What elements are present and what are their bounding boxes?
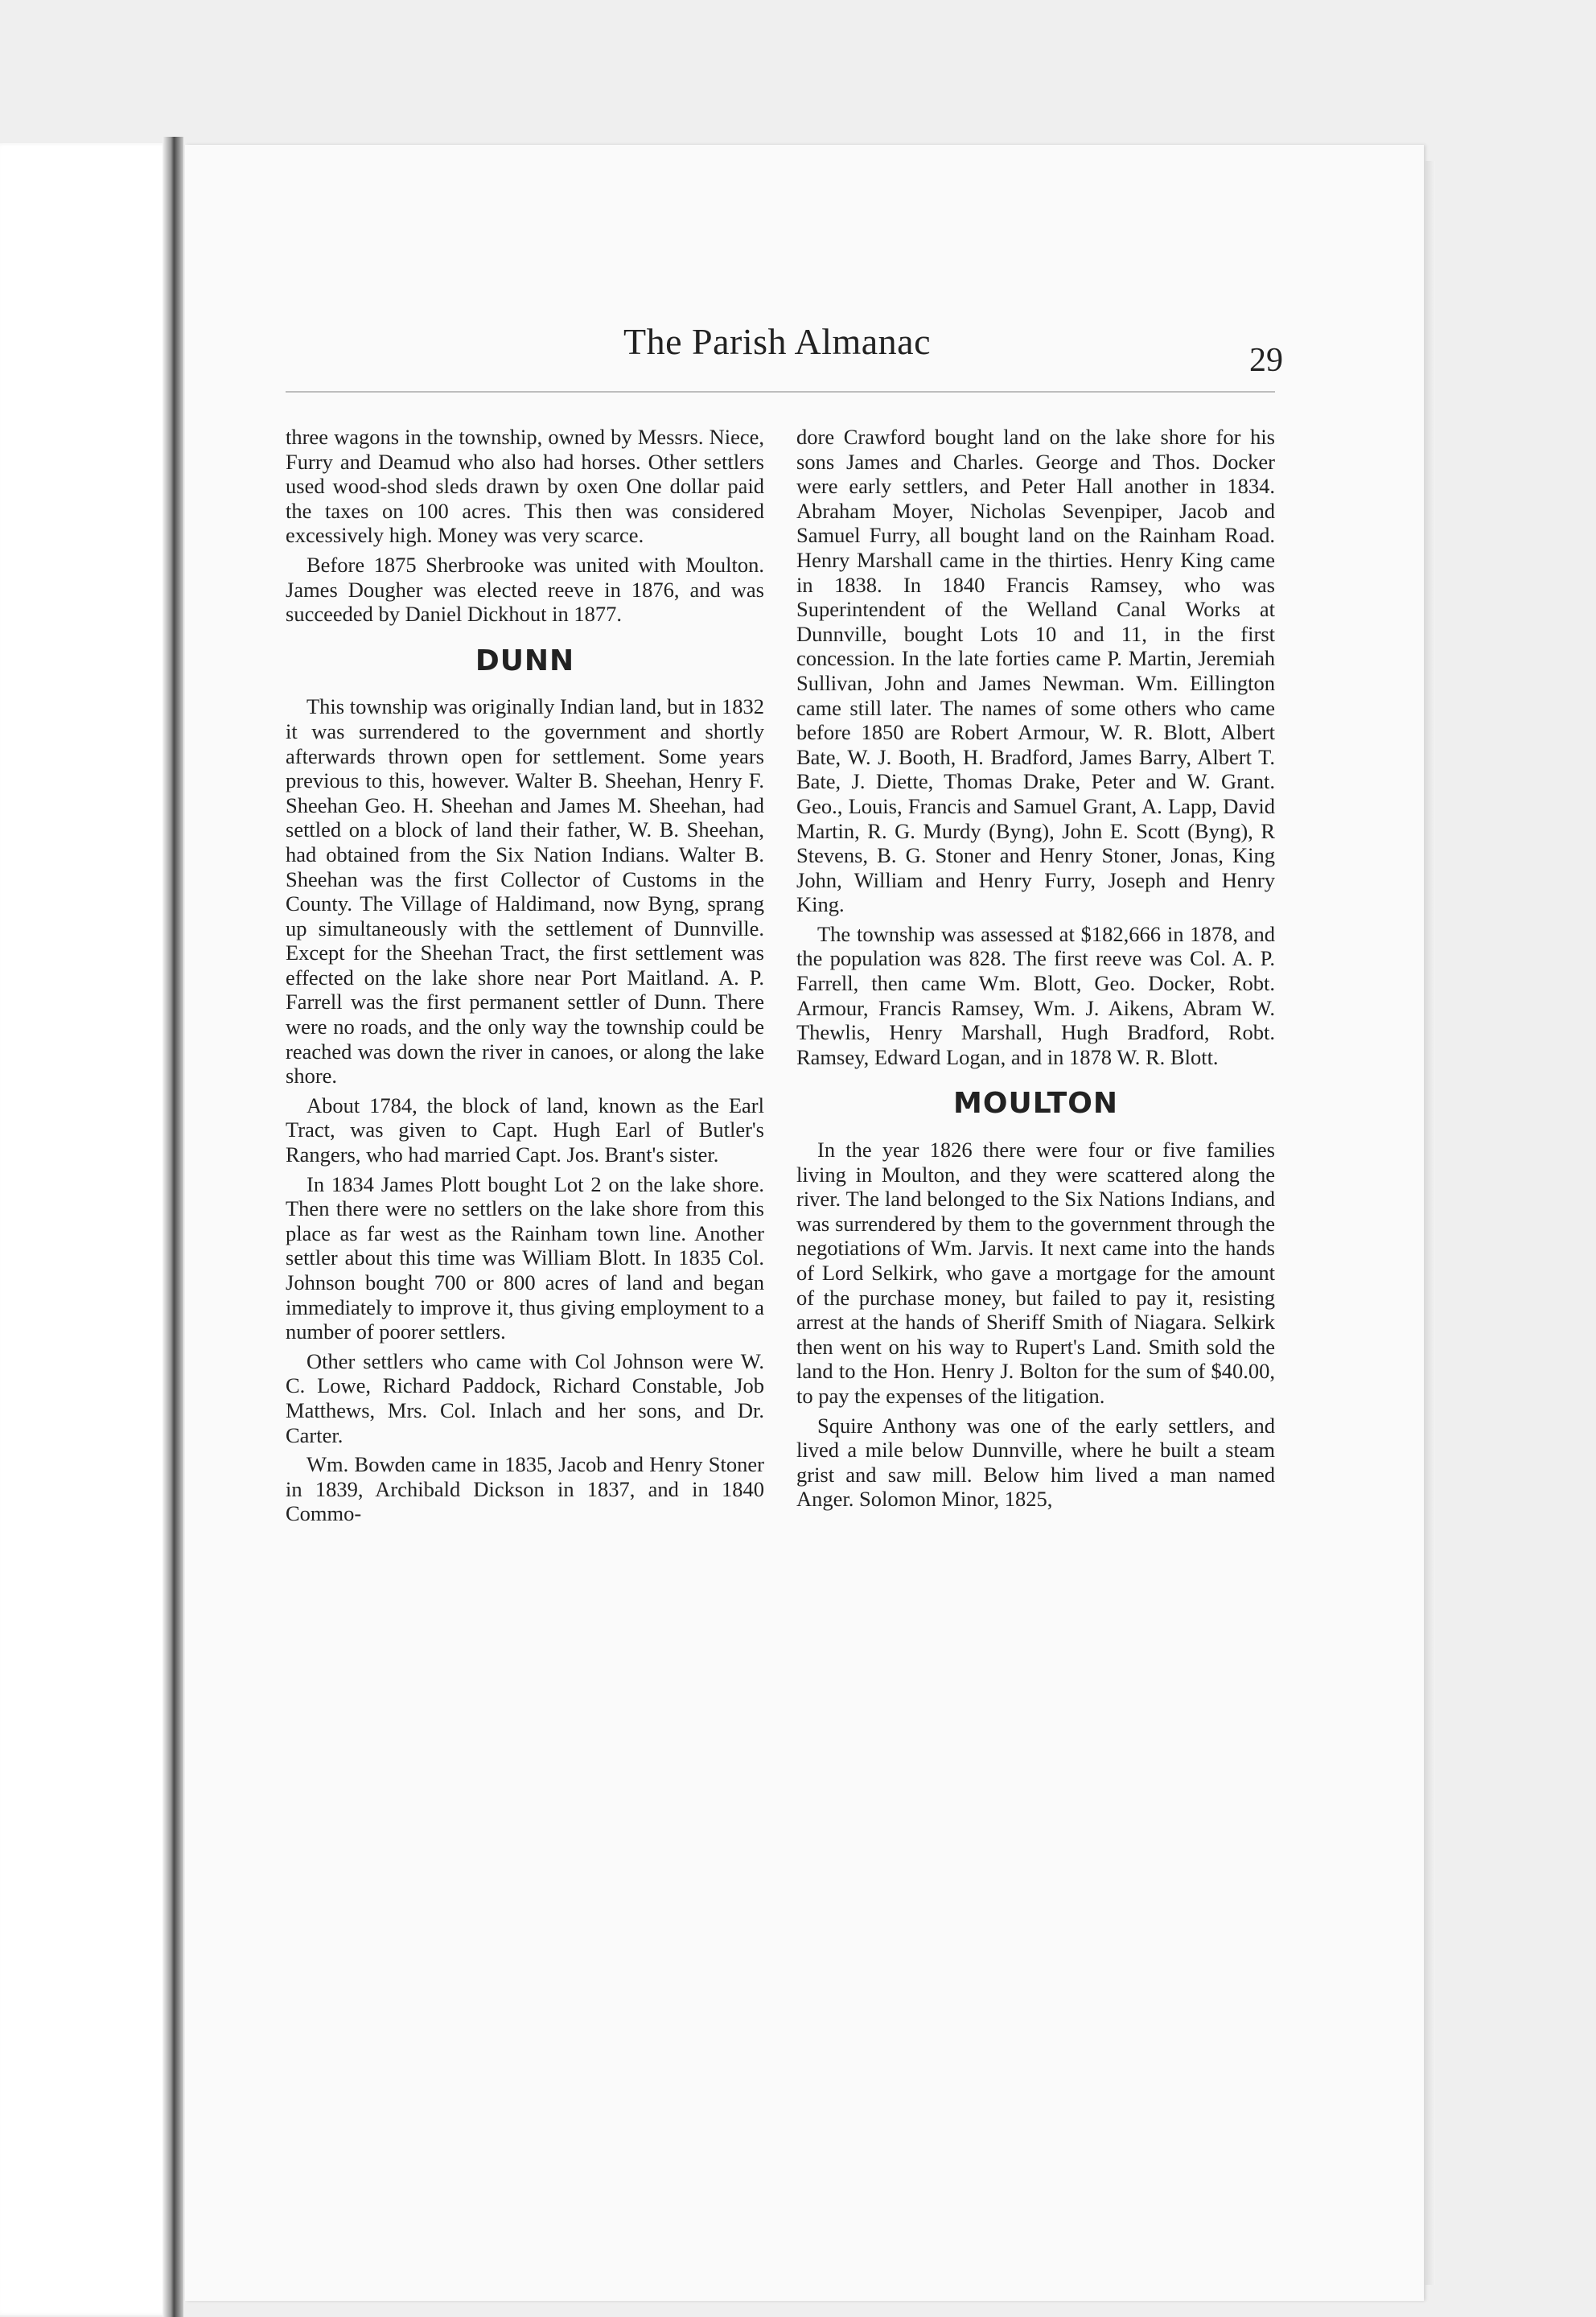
paragraph: About 1784, the block of land, known as the Earl Tract, was given to Capt. Hugh Earl of Butler's Rangers, who had married Capt. Jos. Brant's sister. xyxy=(286,1093,764,1167)
page-edge-shadow xyxy=(1424,161,1435,2285)
header-rule xyxy=(286,391,1275,393)
paragraph: Squire Anthony was one of the early settlers, and lived a mile below Dunnville, where he built a steam grist and saw mill. Below him lived a man named Anger. Solomon Minor, 1825, xyxy=(796,1413,1275,1512)
paragraph: In 1834 James Plott bought Lot 2 on the lake shore. Then there were no settlers on the lake shore from this place as far west as the Rainham town line. Another settler about this time was William Blott. In 1835 Col. Johnson bought 700 or 800 acres of land and began immediately to improve it, thus giving employment to a number of poorer settlers. xyxy=(286,1171,764,1344)
paragraph: This township was originally Indian land, but in 1832 it was surrendered to the government and shortly afterwards thrown open for settlement. Some years previous to this, however. Walter B. Sheehan, Henry F. Sheehan Geo. H. Sheehan and James M. Sheehan, had settled on a block of land their father, W. B. Sheehan, had obtained from the Six Nation Indians. Walter B. Sheehan was the first Collector of Customs in the County. The Village of Haldimand, now Byng, sprang up simultaneously with the settlement of Dunnville. Except for the Sheehan Tract, the first settlement was effected on the lake shore near Port Maitland. A. P. Farrell was the first permanent settler of Dunn. There were no roads, and the only way the township could be reached was down the river in canoes, or along the lake shore. xyxy=(286,694,764,1089)
paragraph: Other settlers who came with Col Johnson were W. C. Lowe, Richard Paddock, Richard Constable, Job Matthews, Mrs. Col. Inlach and her sons, and Dr. Carter. xyxy=(286,1348,764,1447)
paragraph: Wm. Bowden came in 1835, Jacob and Henry Stoner in 1839, Archibald Dickson in 1837, and in 1840 Commo- xyxy=(286,1452,764,1526)
left-column xyxy=(286,425,764,1531)
paragraph: In the year 1826 there were four or five families living in Moulton, and they were scattered along the river. The land belonged to the Six Nations Indians, and was surrendered by them to the government through the negotiations of Wm. Jarvis. It next came into the hands of Lord Selkirk, who gave a mortgage for the amount of the purchase money, but failed to pay it, resisting arrest at the hands of Sheriff Smith of Niagara. Selkirk then went on his way to Rupert's Land. Smith sold the land to the Hon. Henry J. Bolton for the sum of $40.00, to pay the expenses of the litigation. xyxy=(796,1138,1275,1408)
section-heading-dunn: DUNN xyxy=(475,644,575,677)
page-header xyxy=(286,320,1283,393)
paragraph: dore Crawford bought land on the lake shore for his sons James and Charles. George and Thos. Docker were early settlers, and Peter Hall another in 1834. Abraham Moyer, Nicholas Sevenpiper, Jacob and Samuel Furry, all bought land on the Rainham Road. Henry Marshall came in the thirties. Henry King came in 1838. In 1840 Francis Ramsey, who was Superintendent of the Welland Canal Works at Dunnville, bought Lots 10 and 11, in the first concession. In the late forties came P. Martin, Jeremiah Sullivan, John and James Newman. Wm. Eillington came still later. The names of some others who came before 1850 are Robert Armour, W. R. Blott, Albert Bate, W. J. Booth, H. Bradford, James Barry, Albert T. Bate, J. Diette, Thomas Drake, Peter and W. Grant. Geo., Louis, Francis and Samuel Grant, A. Lapp, David Martin, R. G. Murdy (Byng), John E. Scott (Byng), R Stevens, B. G. Stoner and Henry Stoner, Jonas, King John, William and Henry Furry, Joseph and Henry King. xyxy=(796,425,1275,917)
book-gutter xyxy=(162,137,183,2317)
running-title: The Parish Almanac xyxy=(623,321,932,362)
paragraph: three wagons in the township, owned by Messrs. Niece, Furry and Deamud who also had horses. Other settlers used wood-shod sleds drawn by oxen One dollar paid the taxes on 100 acres. This then was considered excessively high. Money was very scarce. xyxy=(286,425,764,548)
paragraph: The township was assessed at $182,666 in 1878, and the population was 828. The first reeve was Col. A. P. Farrell, then came Wm. Blott, Geo. Docker, Robt. Armour, Francis Ramsey, Wm. J. Aikens, Abram W. Thewlis, Henry Marshall, Hugh Bradford, Robt. Ramsey, Edward Logan, and in 1878 W. R. Blott. xyxy=(796,921,1275,1069)
right-column xyxy=(796,425,1275,1517)
facing-page-edge xyxy=(0,143,179,2315)
section-heading-moulton: MOULTON xyxy=(953,1087,1118,1121)
page-number: 29 xyxy=(1249,342,1283,379)
paragraph: Before 1875 Sherbrooke was united with Moulton. James Dougher was elected reeve in 1876, and was succeeded by Daniel Dickhout in 1877. xyxy=(286,552,764,627)
